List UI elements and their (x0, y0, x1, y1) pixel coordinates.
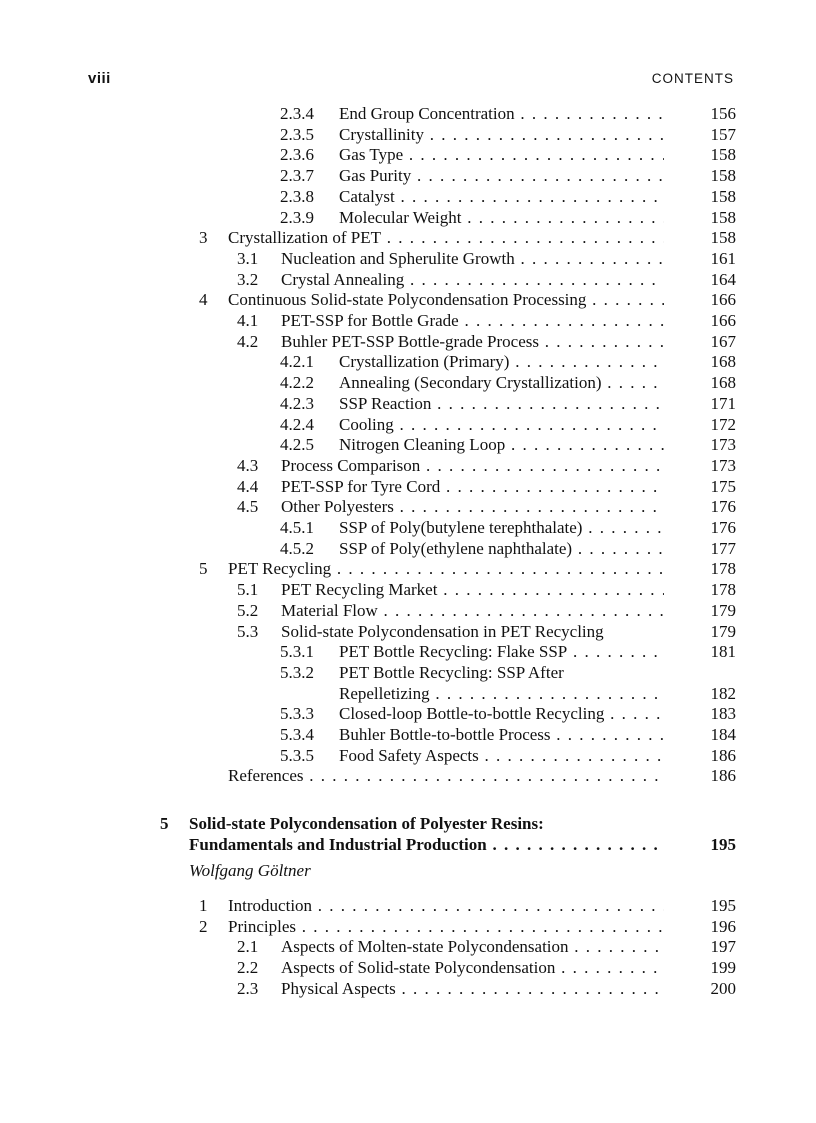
toc-entry-number: 2.1 (237, 937, 259, 957)
toc-entry-page: 197 (710, 937, 736, 957)
toc-entry-title: Physical Aspects . . . (281, 978, 664, 999)
toc-entry (0, 538, 736, 559)
toc-entry-page: 168 (710, 352, 736, 372)
toc-entry (0, 978, 736, 999)
toc-entry (0, 248, 736, 269)
toc-entry (0, 372, 736, 393)
toc-entry (0, 144, 736, 165)
toc-entry-number: 5.3.3 (280, 704, 314, 724)
toc-entry-page: 177 (710, 538, 736, 558)
toc-entry (0, 289, 736, 310)
toc-entry-number: 4.2 (237, 331, 259, 351)
toc-entry (0, 434, 736, 455)
toc-entry-title: Buhler PET-SSP Bottle-grade Process . . . (281, 331, 664, 352)
toc-entry-page: 182 (710, 683, 736, 703)
toc-entry-page: 179 (710, 600, 736, 620)
toc-entry (0, 703, 736, 724)
toc-entry (0, 683, 736, 704)
toc-entry-number: 4.5.2 (280, 538, 314, 558)
toc-entry (0, 724, 736, 745)
toc-entry-page: 184 (710, 725, 736, 744)
toc-entry-title: Crystal Annealing . . . (281, 269, 664, 290)
toc-entry-title: Crystallization (Primary) . . . (339, 351, 664, 372)
toc-entry-number: 2.2 (237, 958, 259, 978)
toc-entry-number: 5.3.5 (280, 745, 314, 765)
toc-entry-number: 5.3 (237, 621, 259, 641)
toc-entry-number: 5 (199, 559, 208, 579)
toc-entry (0, 558, 736, 579)
toc-entry-number: 5.3.2 (280, 662, 314, 682)
toc-entry-page: 178 (710, 580, 736, 600)
toc-entry-number: 4.2.3 (280, 393, 314, 413)
toc-entry-page: 158 (710, 207, 736, 227)
toc-entry-number: 2 (199, 916, 208, 936)
toc-entry-number: 2.3.5 (280, 124, 314, 144)
toc-entry-title: Nucleation and Spherulite Growth . . . (281, 248, 664, 269)
toc-entry (0, 227, 736, 248)
toc-entry-page: 176 (710, 518, 736, 537)
toc-entry-title: References . . . (228, 765, 664, 786)
toc-entry (0, 957, 736, 978)
toc-entry (0, 600, 736, 621)
toc-entry-page: 181 (710, 642, 736, 662)
toc-entry-page: 156 (710, 104, 736, 123)
toc-entry (0, 103, 736, 124)
toc-entry-title: SSP of Poly(ethylene naphthalate) . . . (339, 538, 664, 559)
toc-entry-page: 178 (710, 559, 736, 579)
toc-entry-page: 173 (710, 455, 736, 475)
running-title: CONTENTS (651, 71, 734, 86)
toc-entry-number: 4.2.1 (280, 352, 314, 372)
toc-entry-page: 171 (710, 393, 736, 413)
toc-entry-title: Food Safety Aspects . . . (339, 745, 664, 766)
toc-entry-page: 196 (710, 916, 736, 936)
toc-entry-number: 4.2.2 (280, 373, 314, 393)
toc-entry-number: 4.5.1 (280, 518, 314, 537)
toc-entry (0, 310, 736, 331)
toc-entry (0, 269, 736, 290)
toc-entry-title: PET Bottle Recycling: Flake SSP . . . (339, 641, 664, 662)
chapter-number: 5 (160, 814, 169, 833)
toc-entry-number: 4.5 (237, 497, 259, 517)
toc-entry-number: 3.2 (237, 269, 259, 289)
toc-entry-page: 200 (710, 978, 736, 998)
toc-entry-page: 172 (710, 414, 736, 434)
chapter-title-text-2: Fundamentals and Industrial Production . . . (189, 834, 663, 855)
toc-entry-number: 5.3.4 (280, 725, 314, 744)
toc-entry (0, 579, 736, 600)
toc-entry-page: 183 (710, 704, 736, 724)
toc-entry (0, 165, 736, 186)
toc-entry-title: Gas Type . . . (339, 144, 664, 165)
toc-entry-page: 186 (710, 745, 736, 765)
toc-entry-page: 166 (710, 311, 736, 330)
chapter-title-line1 (160, 813, 736, 834)
toc-entry-page: 179 (710, 621, 736, 641)
toc-entry-page: 195 (710, 896, 736, 915)
toc-entry (0, 186, 736, 207)
toc-entry-page: 161 (710, 248, 736, 268)
toc-entry-title: Solid-state Polycondensation in PET Recycling (281, 621, 604, 641)
toc-entry-number: 2.3.7 (280, 166, 314, 186)
toc-entry-number: 3 (199, 228, 208, 248)
toc-entry-title: SSP of Poly(butylene terephthalate) . . . (339, 517, 664, 538)
toc-entry-page: 158 (710, 186, 736, 206)
toc-entry-page: 158 (710, 228, 736, 248)
toc-entry-page: 186 (710, 766, 736, 786)
toc-entry (0, 476, 736, 497)
toc-entry-title: Aspects of Molten-state Polycondensation . . . (281, 936, 664, 957)
toc-entry-page: 158 (710, 145, 736, 165)
toc-entry-page: 158 (710, 166, 736, 186)
toc-entry (0, 936, 736, 957)
toc-entry (0, 351, 736, 372)
toc-entry-number: 1 (199, 896, 208, 915)
toc-entry (0, 414, 736, 435)
toc-entry-number: 4.2.5 (280, 435, 314, 455)
toc-entry-title: Aspects of Solid-state Polycondensation . . . (281, 957, 664, 978)
toc-entry-number: 4.4 (237, 476, 259, 496)
toc-entry-title: Repelletizing . . . (339, 683, 664, 704)
toc-entry-page: 157 (710, 124, 736, 144)
toc-entry-page: 164 (710, 269, 736, 289)
toc-entry-number: 2.3.9 (280, 207, 314, 227)
toc-entry-page: 199 (710, 958, 736, 978)
toc-entry-title: PET-SSP for Tyre Cord . . . (281, 476, 664, 497)
toc-entry (0, 331, 736, 352)
toc-entry-number: 2.3 (237, 978, 259, 998)
chapter-page: 195 (710, 835, 736, 854)
toc-entry-number: 4.2.4 (280, 414, 314, 434)
toc-entry (0, 517, 736, 538)
toc-entry-number: 5.2 (237, 600, 259, 620)
toc-entry-number: 5.3.1 (280, 642, 314, 662)
toc-entry (0, 895, 736, 916)
toc-entry-title: End Group Concentration . . . (339, 103, 664, 124)
toc-entry-page: 168 (710, 373, 736, 393)
toc-entry-page: 173 (710, 435, 736, 455)
toc-entry-title: Nitrogen Cleaning Loop . . . (339, 434, 664, 455)
toc-entry (0, 641, 736, 662)
toc-entry-title: PET-SSP for Bottle Grade . . . (281, 310, 664, 331)
toc-entry-page: 167 (710, 331, 736, 351)
toc-entry (0, 662, 736, 683)
toc-entry-title: Continuous Solid-state Polycondensation Processing . . . (228, 289, 664, 310)
chapter-author: Wolfgang Göltner (189, 861, 311, 880)
toc-entry (0, 916, 736, 937)
toc-entry (0, 124, 736, 145)
toc-entry-page: 166 (710, 290, 736, 310)
page-number: viii (88, 70, 111, 87)
toc-entry-number: 4 (199, 290, 208, 310)
toc-entry (0, 207, 736, 228)
toc-entry-title: Crystallinity . . . (339, 124, 664, 145)
toc-entry (0, 496, 736, 517)
toc-entry-number: 2.3.6 (280, 145, 314, 165)
toc-entry-title: Gas Purity . . . (339, 165, 664, 186)
toc-entry (0, 621, 736, 642)
toc-entry (0, 765, 736, 786)
toc-entry-title: SSP Reaction . . . (339, 393, 664, 414)
toc-entry-title: Other Polyesters . . . (281, 496, 664, 517)
toc-entry-title: Material Flow . . . (281, 600, 664, 621)
toc-entry-number: 2.3.8 (280, 186, 314, 206)
toc-entry-number: 3.1 (237, 248, 259, 268)
toc-entry-page: 176 (710, 497, 736, 517)
toc-entry-title: Molecular Weight . . . (339, 207, 664, 228)
toc-entry (0, 455, 736, 476)
toc-entry-title: Closed-loop Bottle-to-bottle Recycling . . . (339, 703, 664, 724)
chapter-title-text-1: Solid-state Polycondensation of Polyester Resins: (189, 814, 544, 833)
toc-entry-title: Introduction . . . (228, 895, 664, 916)
toc-entry-number: 4.3 (237, 455, 259, 475)
toc-entry-page: 175 (710, 476, 736, 496)
toc-entry-title: Buhler Bottle-to-bottle Process . . . (339, 724, 664, 745)
toc-entry-title: PET Recycling Market . . . (281, 579, 664, 600)
toc-entry-title: Cooling . . . (339, 414, 664, 435)
chapter-title-line2 (160, 834, 736, 855)
toc-entry (0, 393, 736, 414)
toc-entry (0, 745, 736, 766)
toc-entry-number: 5.1 (237, 580, 259, 600)
toc-entry-number: 2.3.4 (280, 104, 314, 123)
toc-entry-title: Process Comparison . . . (281, 455, 664, 476)
toc-entry-title: Crystallization of PET . . . (228, 227, 664, 248)
toc-entry-title: Catalyst . . . (339, 186, 664, 207)
toc-entry-title: PET Bottle Recycling: SSP After (339, 662, 564, 682)
toc-entry-title: Annealing (Secondary Crystallization) . . . (339, 372, 664, 393)
toc-entry-number: 4.1 (237, 311, 259, 330)
toc-entry-title: PET Recycling . . . (228, 558, 664, 579)
toc-entry-title: Principles . . . (228, 916, 664, 937)
